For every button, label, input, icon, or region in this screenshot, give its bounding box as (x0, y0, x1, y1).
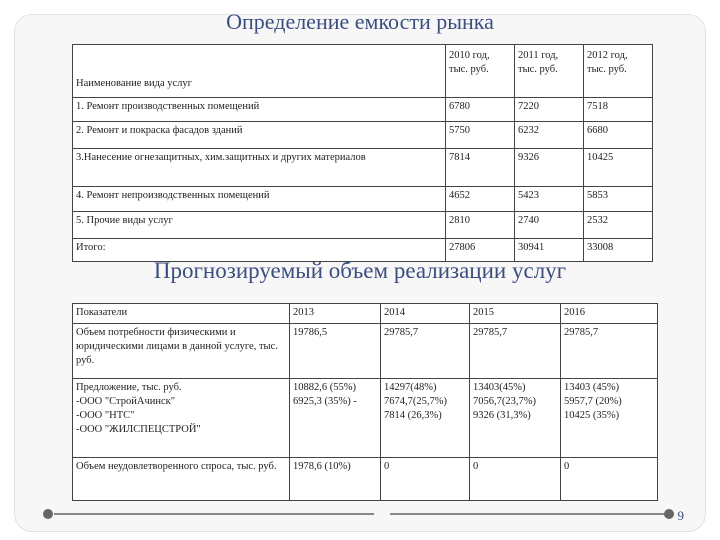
value-cell: 7518 (584, 98, 653, 122)
table-row (73, 212, 653, 239)
year-header-2010: 2010 год, тыс. руб. (446, 45, 515, 98)
value-cell: 2532 (584, 212, 653, 239)
capacity-title: Определение емкости рынка (226, 9, 494, 34)
supply-row (73, 379, 658, 458)
service-name: 4. Ремонт непроизводственных помещений (73, 187, 446, 212)
value-cell: 9326 (515, 149, 584, 187)
table-row (73, 98, 653, 122)
year-header-2014: 2014 (381, 304, 470, 324)
year-header-2016: 2016 (561, 304, 658, 324)
value-cell: 13403(45%) 7056,7(23,7%) 9326 (31,3%) (470, 379, 561, 458)
table-row (73, 149, 653, 187)
service-name: 2. Ремонт и покраска фасадов зданий (73, 122, 446, 149)
unmet-demand-row (73, 458, 658, 501)
table-header-row (73, 304, 658, 324)
value-cell: 0 (561, 458, 658, 501)
footer-rule-right (390, 513, 665, 515)
forecast-title: Прогнозируемый объем реализации услуг (153, 258, 567, 283)
value-cell: 2740 (515, 212, 584, 239)
service-name: 1. Ремонт производственных помещений (73, 98, 446, 122)
value-cell: 0 (381, 458, 470, 501)
service-name: 3.Нанесение огнезащитных, хим.защитных и других материалов (73, 149, 446, 187)
service-name: 5. Прочие виды услуг (73, 212, 446, 239)
total-value: 27806 (446, 239, 515, 262)
value-cell: 6780 (446, 98, 515, 122)
year-header-2015: 2015 (470, 304, 561, 324)
unmet-label: Объем неудовлетворенного спроса, тыс. руб. (73, 458, 290, 501)
value-cell: 29785,7 (561, 324, 658, 379)
total-label: Итого: (73, 239, 446, 262)
value-cell: 5853 (584, 187, 653, 212)
left-bullet-dot (43, 509, 53, 519)
value-cell: 7220 (515, 98, 584, 122)
value-cell: 19786,5 (290, 324, 381, 379)
value-cell: 0 (470, 458, 561, 501)
total-value: 30941 (515, 239, 584, 262)
year-header-2011: 2011 год, тыс. руб. (515, 45, 584, 98)
table-row (73, 122, 653, 149)
value-cell: 2810 (446, 212, 515, 239)
table-header-row (73, 45, 653, 98)
market-capacity-table (72, 44, 653, 262)
value-cell: 5750 (446, 122, 515, 149)
total-value: 33008 (584, 239, 653, 262)
indicators-header: Показатели (73, 304, 290, 324)
value-cell: 14297(48%) 7674,7(25,7%) 7814 (26,3%) (381, 379, 470, 458)
footer-rule-left (54, 513, 374, 515)
value-cell: 4652 (446, 187, 515, 212)
demand-row (73, 324, 658, 379)
value-cell: 6680 (584, 122, 653, 149)
supply-label: Предложение, тыс. руб. -ООО "СтройАчинск" -ООО "НТС" -ООО "ЖИЛСПЕЦСТРОЙ" (73, 379, 290, 458)
value-cell: 10425 (584, 149, 653, 187)
value-cell: 5423 (515, 187, 584, 212)
forecast-table (72, 303, 658, 501)
service-name-header: Наименование вида услуг (73, 45, 446, 98)
page-number: 9 (677, 508, 684, 523)
value-cell: 6232 (515, 122, 584, 149)
right-bullet-dot (664, 509, 674, 519)
value-cell: 29785,7 (381, 324, 470, 379)
value-cell: 13403 (45%) 5957,7 (20%) 10425 (35%) (561, 379, 658, 458)
value-cell: 29785,7 (470, 324, 561, 379)
value-cell: 7814 (446, 149, 515, 187)
value-cell: 1978,6 (10%) (290, 458, 381, 501)
demand-label: Объем потребности физическими и юридическими лицами в данной услуге, тыс. руб. (73, 324, 290, 379)
table-row (73, 187, 653, 212)
value-cell: 10882,6 (55%) 6925,3 (35%) - (290, 379, 381, 458)
year-header-2012: 2012 год, тыс. руб. (584, 45, 653, 98)
year-header-2013: 2013 (290, 304, 381, 324)
